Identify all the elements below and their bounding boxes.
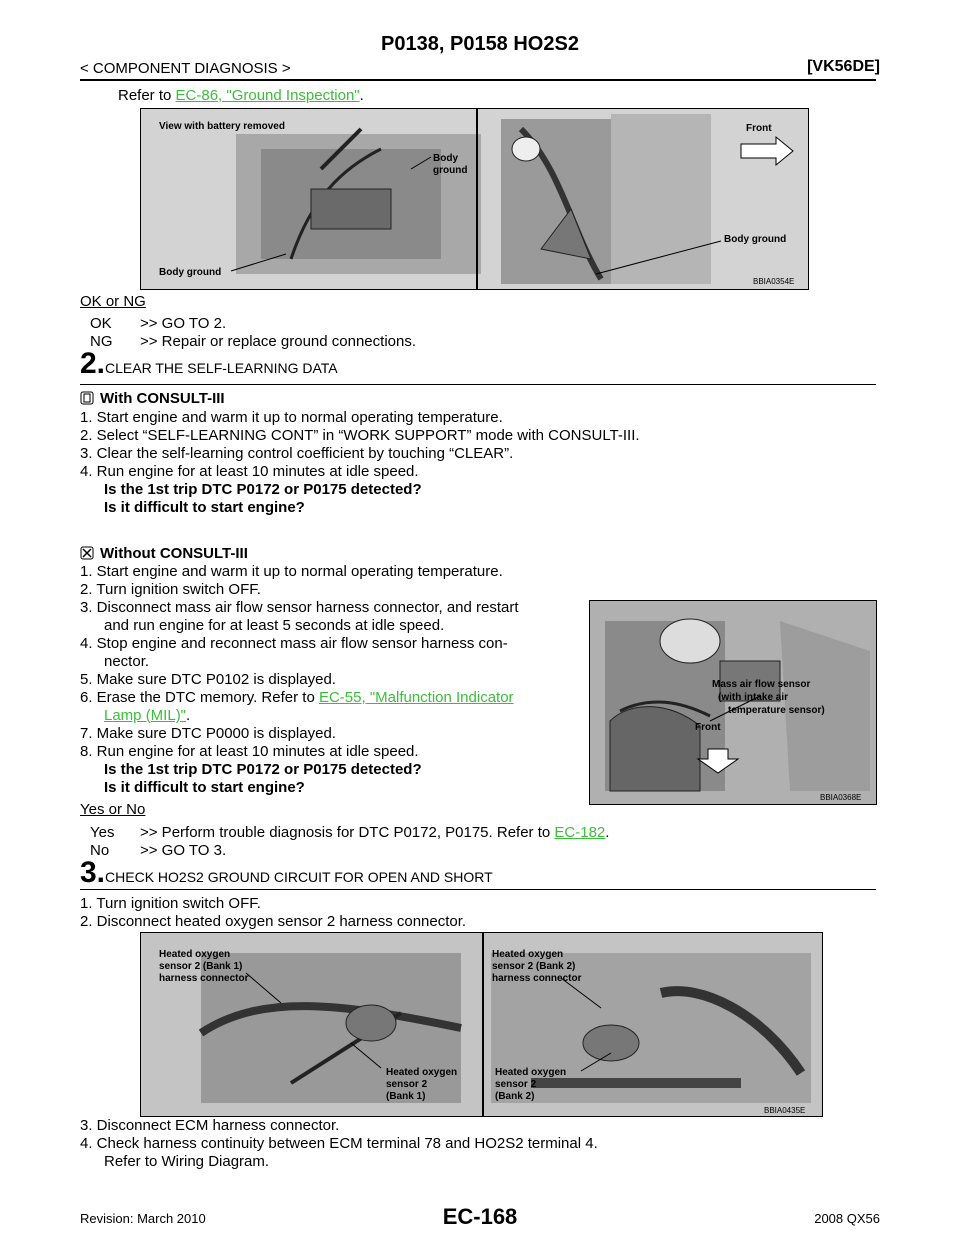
with-step-3: 3. Clear the self-learning control coefficient by touching “CLEAR”. [80,445,514,462]
fig3-r1b: sensor 2 (Bank 2) [492,961,576,972]
figure-maf-sensor [589,600,877,805]
engine-label: [VK56DE] [807,58,880,75]
without-step-6 [80,689,514,707]
no-key: No [90,842,110,859]
fig3-l2a: Heated oxygen [386,1067,458,1078]
intro-suffix: . [359,87,364,104]
with-step-4: 4. Run engine for at least 10 minutes at idle speed. [80,463,419,480]
step-3-item-1: 1. Turn ignition switch OFF. [80,895,261,912]
fig1-label-body-ground-left: Body ground [159,267,222,278]
fig2-id: BBIA0368E [820,793,862,802]
fig1-label-body-ground-right: Body ground [724,234,787,245]
fig3-l2b: sensor 2 [386,1079,428,1090]
without-step-6-suffix: . [186,707,191,724]
ok-text: >> GO TO 2. [140,315,227,332]
fig2-label-3: temperature sensor) [728,705,825,716]
ng-key: NG [90,333,113,350]
fig3-r1c: harness connector [492,973,582,984]
without-step-6-prefix: 6. Erase the DTC memory. Refer to [80,689,319,706]
step-3-heading [80,858,493,888]
intro-line [118,87,364,105]
step-3-rule [80,889,876,890]
with-consult-heading [80,390,225,408]
footer-revision: Revision: March 2010 [80,1211,206,1226]
ok-ng-heading: OK or NG [80,293,146,310]
fig1-label-view: View with battery removed [159,121,285,132]
step-3-item-3: 3. Disconnect ECM harness connector. [80,1117,340,1134]
mil-link-part-1[interactable]: EC-55, "Malfunction Indicator [318,689,514,706]
ng-text: >> Repair or replace ground connections. [140,333,417,350]
step-3-item-4: 4. Check harness continuity between ECM terminal 78 and HO2S2 terminal 4. [80,1135,598,1152]
fig2-label-front: Front [695,722,721,733]
footer-model: 2008 QX56 [814,1211,880,1226]
section-label: < COMPONENT DIAGNOSIS > [80,60,291,77]
with-step-2: 2. Select “SELF-LEARNING CONT” in “WORK SUPPORT” mode with CONSULT-III. [80,427,640,444]
without-step-3a: 3. Disconnect mass air flow sensor harness connector, and restart [80,599,519,616]
fig1-id: BBIA0354E [753,277,795,286]
header-rule [80,79,876,81]
with-step-1: 1. Start engine and warm it up to normal operating temperature. [80,409,503,426]
mil-link-part-2[interactable]: Lamp (MIL)" [104,707,187,724]
step-3-item-2: 2. Disconnect heated oxygen sensor 2 harness connector. [80,913,467,930]
yes-no-heading: Yes or No [80,801,146,818]
ground-inspection-link[interactable]: EC-86, "Ground Inspection" [175,87,360,104]
fig3-r2b: sensor 2 [495,1079,537,1090]
fig2-label-2: (with intake air [718,692,789,703]
fig3-r2c: (Bank 2) [495,1091,535,1102]
figure-1-drawing [141,109,808,289]
without-consult-heading [80,545,248,563]
yes-suffix: . [605,824,610,841]
step-3-title: CHECK HO2S2 GROUND CIRCUIT FOR OPEN AND SHORT [105,869,493,885]
fig3-r2a: Heated oxygen [495,1067,567,1078]
fig2-label-1: Mass air flow sensor [712,679,811,690]
without-step-4a: 4. Stop engine and reconnect mass air flow sensor harness con- [80,635,508,652]
without-consult-label: Without CONSULT-III [100,545,248,562]
footer-page-number: EC-168 [442,1204,518,1229]
step-3-number: 3. [80,856,106,889]
fig1-label-body-ground-1: Body [433,153,458,164]
step-2-heading [80,349,338,379]
fig3-l1b: sensor 2 (Bank 1) [159,961,243,972]
without-step-5: 5. Make sure DTC P0102 is displayed. [80,671,336,688]
fig1-label-front: Front [746,123,772,134]
no-text: >> GO TO 3. [140,842,227,859]
ok-key: OK [90,315,112,332]
figure-3-drawing [141,933,822,1116]
fig3-l2c: (Bank 1) [386,1091,426,1102]
page-title: P0138, P0158 HO2S2 [381,33,579,55]
without-step-3b: and run engine for at least 5 seconds at idle speed. [104,617,445,634]
no-tool-icon [80,546,94,560]
with-question-1: Is the 1st trip DTC P0172 or P0175 detected? [104,481,422,498]
fig3-l1c: harness connector [159,973,249,984]
step-3-item-4b: Refer to Wiring Diagram. [104,1153,270,1170]
yes-text [140,824,609,842]
yes-key: Yes [90,824,115,841]
fig3-r1a: Heated oxygen [492,949,564,960]
step-2-number: 2. [80,347,106,380]
step-2-rule [80,384,876,385]
fig1-label-body-ground-2: ground [433,165,468,176]
consult-tool-icon [80,391,94,405]
step-2-title: CLEAR THE SELF-LEARNING DATA [105,360,338,376]
fig3-id: BBIA0435E [764,1106,806,1115]
without-step-1: 1. Start engine and warm it up to normal operating temperature. [80,563,503,580]
without-step-7: 7. Make sure DTC P0000 is displayed. [80,725,336,742]
without-step-8: 8. Run engine for at least 10 minutes at idle speed. [80,743,419,760]
without-question-1: Is the 1st trip DTC P0172 or P0175 detected? [104,761,422,778]
without-step-6-cont [104,707,190,725]
yes-prefix: >> Perform trouble diagnosis for DTC P0172, P0175. Refer to [140,824,555,841]
without-question-2: Is it difficult to start engine? [104,779,305,796]
figure-ground-locations [140,108,809,290]
with-consult-label: With CONSULT-III [100,390,225,407]
figure-ho2s2-connectors [140,932,823,1117]
intro-prefix: Refer to [118,87,176,104]
ec-182-link[interactable]: EC-182 [554,824,606,841]
without-step-4b: nector. [104,653,150,670]
with-question-2: Is it difficult to start engine? [104,499,305,516]
fig3-l1a: Heated oxygen [159,949,231,960]
without-step-2: 2. Turn ignition switch OFF. [80,581,261,598]
